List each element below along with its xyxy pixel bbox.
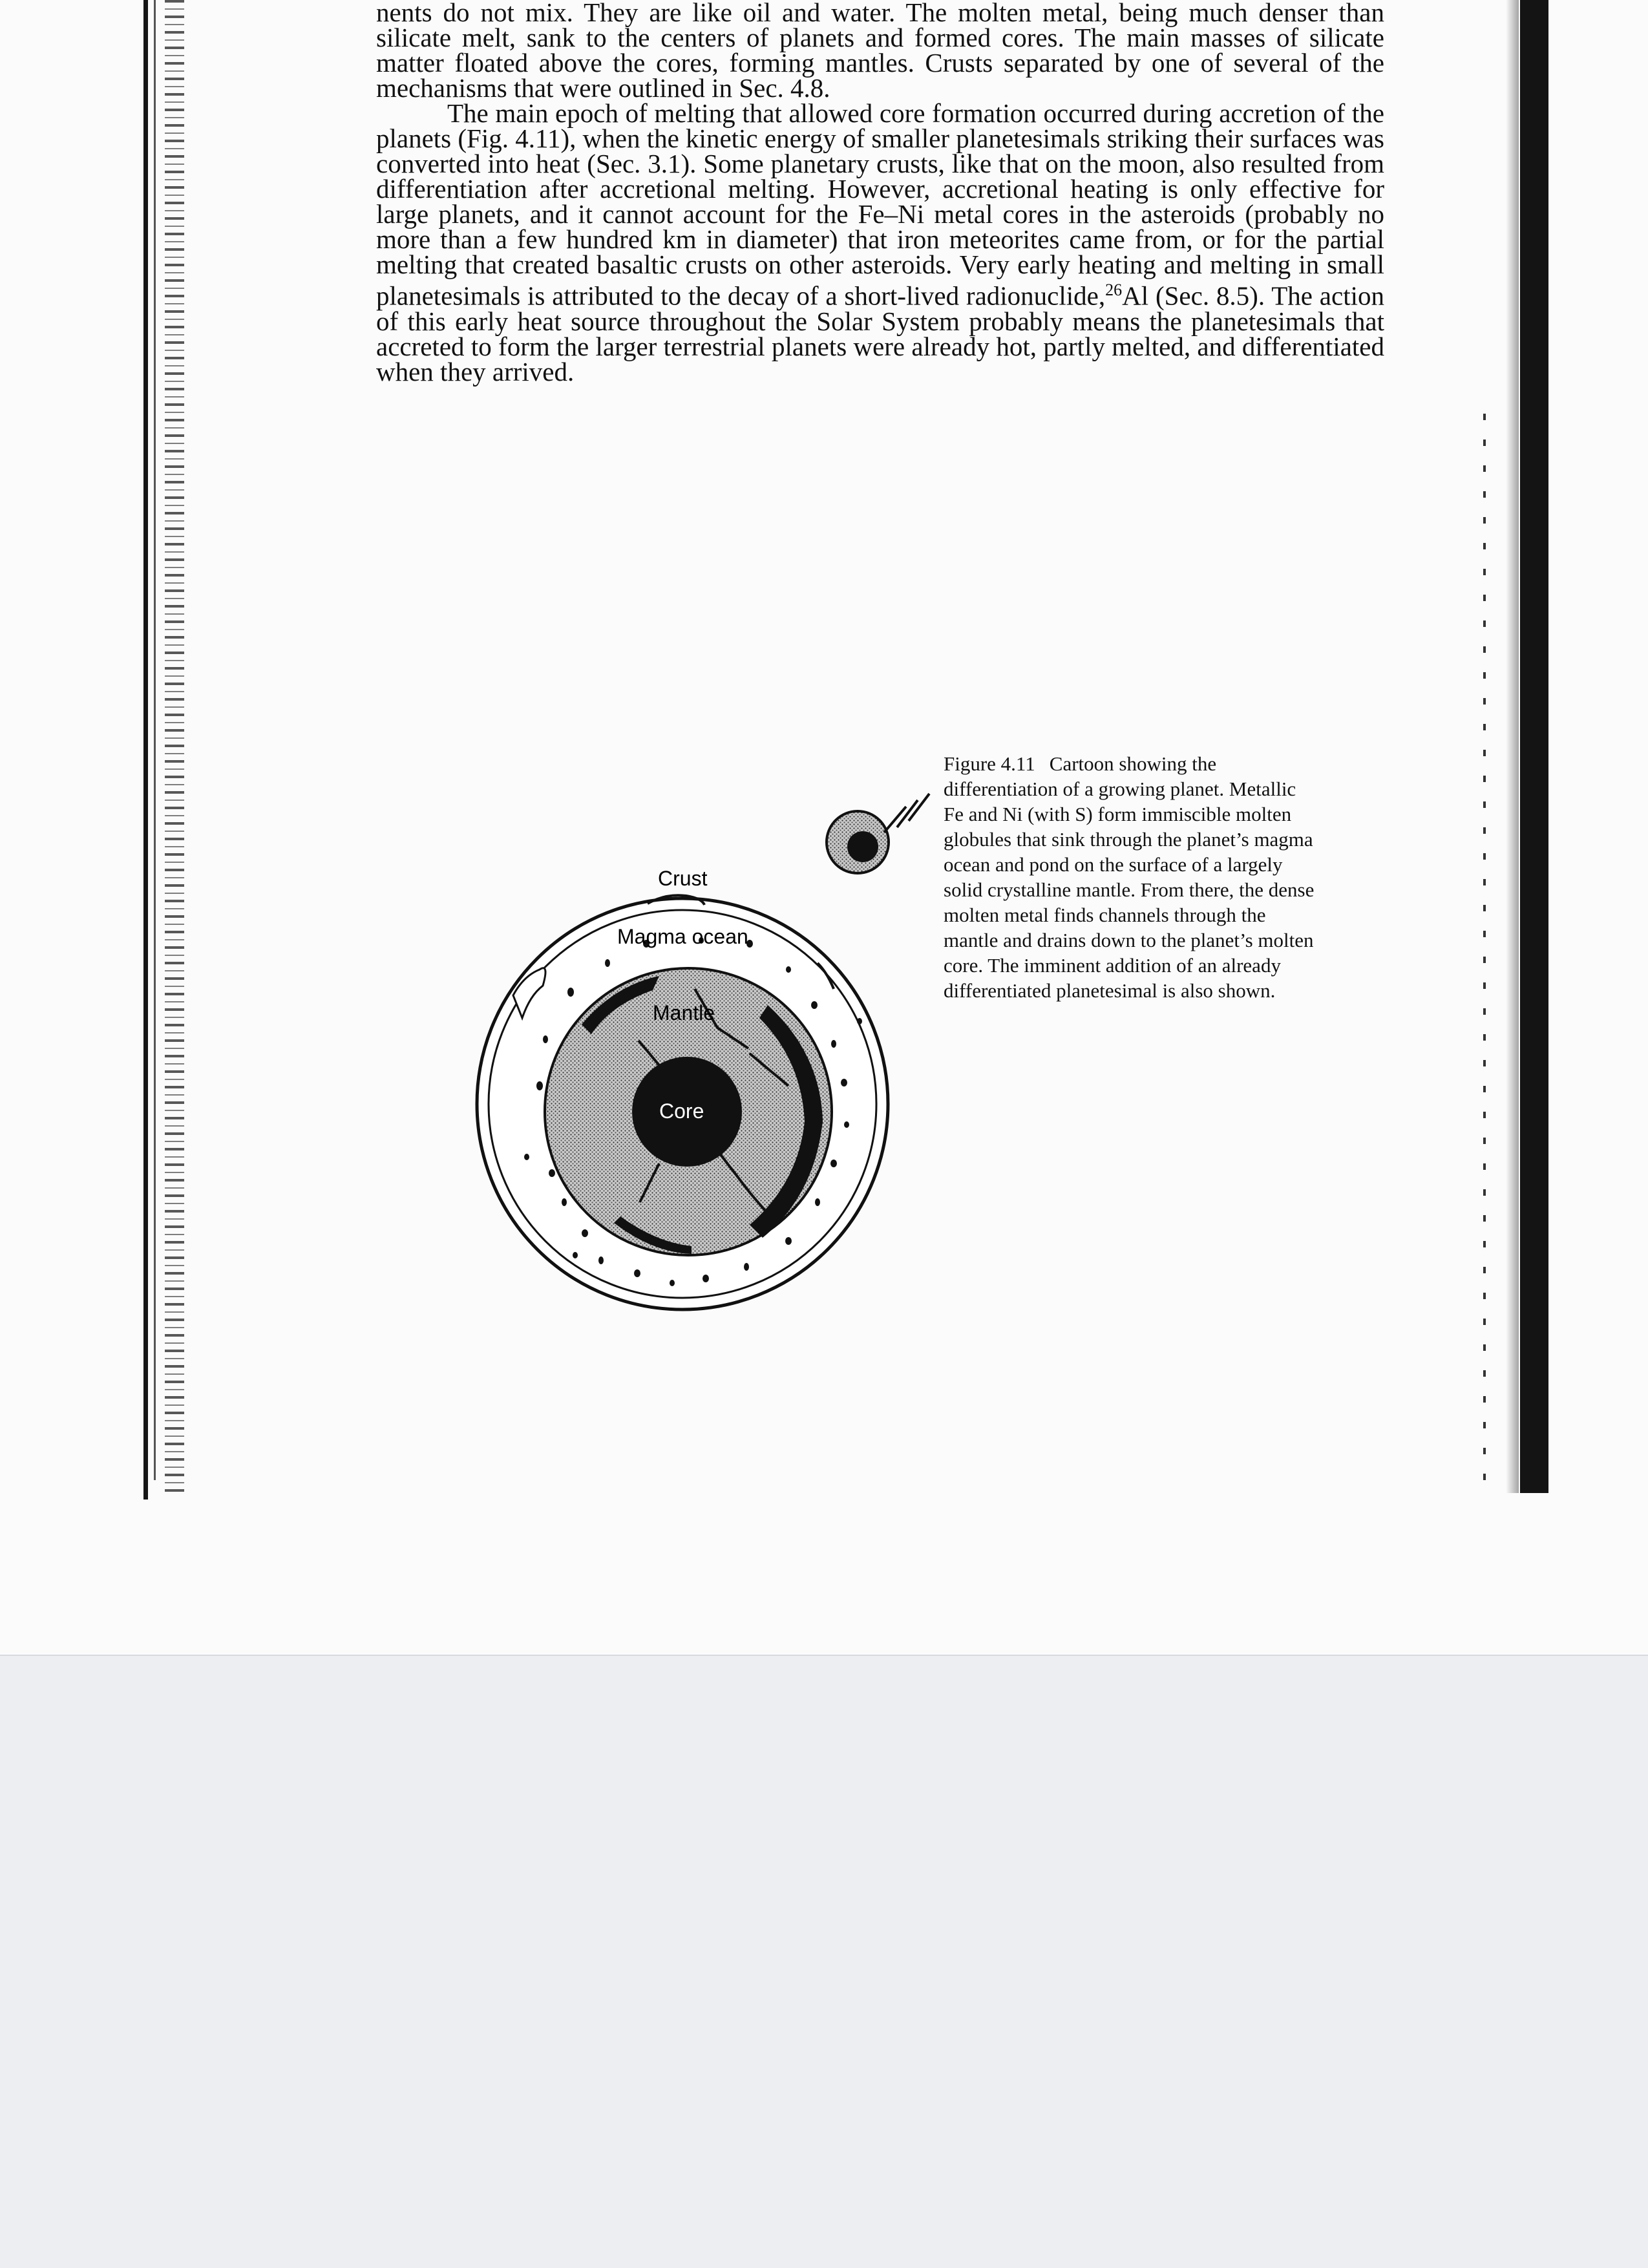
caption-text: Cartoon showing the differentiation of a growing planet. Metallic Fe and Ni (with S) form immiscible molten globules that sink through the planet’s magma ocean and pond on the surface of a largely solid crystalline mantle. From there, the dense molten metal finds channels through the mantle and drains down to the planet’s molten core. The imminent addition of an already differentiated planetesimal is also shown. xyxy=(944,752,1315,1002)
right-shadow xyxy=(1506,0,1519,1493)
superscript-26: 26 xyxy=(1105,281,1123,299)
figure-number: Figure 4.11 xyxy=(944,752,1035,775)
body-text xyxy=(376,0,1384,385)
scanner-bed-area xyxy=(0,1656,1648,2268)
crust-label: Crust xyxy=(658,867,708,890)
paragraph-2-part-1: The main epoch of melting that allowed core formation occurred during accretion of the planets (Fig. 4.11), when the kinetic energy of smaller planetesimals striking their surfaces was converted into heat (Sec. 3.1). Some planetary crusts, like that on the moon, also resulted from differentiation after accretional melting. However, accretional heating is only effective for large planets, and it cannot account for the Fe–Ni metal cores in the asteroids (probably no more than a few hundred km in diameter) that iron meteorites came from, or for the partial melting that created basaltic crusts on other asteroids. Very early heating and melting in small planetesimals is attributed to the decay of a short-lived radionuclide, xyxy=(376,98,1384,311)
planet-differentiation-figure xyxy=(446,750,1002,1331)
paragraph-1: nents do not mix. They are like oil and water. The molten metal, being much denser than silicate melt, sank to the centers of planets and formed cores. The main masses of silicate matter floated above the cores, forming mantles. Crusts separated by one of several of the mechanisms that were outlined in Sec. 4.8. xyxy=(376,0,1384,103)
paragraph-2 xyxy=(376,98,1384,387)
figure-caption xyxy=(944,751,1318,1003)
left-binding-edge-inner xyxy=(154,0,156,1480)
left-scan-noise xyxy=(165,0,184,1493)
mantle-label: Mantle xyxy=(653,1001,715,1024)
left-binding-edge xyxy=(143,0,148,1500)
impactor-planetesimal xyxy=(827,794,929,873)
magma-ocean-label: Magma ocean xyxy=(617,925,748,948)
right-binding-edge xyxy=(1520,0,1548,1493)
paragraph-2-part-2: Al (Sec. 8.5). The action of this early heat source throughout the Solar System probably means the planetesimals that accreted to form the larger terrestrial planets were already hot, partly melted, and differentiated when they arrived. xyxy=(376,281,1384,387)
core-label: Core xyxy=(659,1099,704,1123)
right-scan-noise xyxy=(1483,414,1486,1480)
